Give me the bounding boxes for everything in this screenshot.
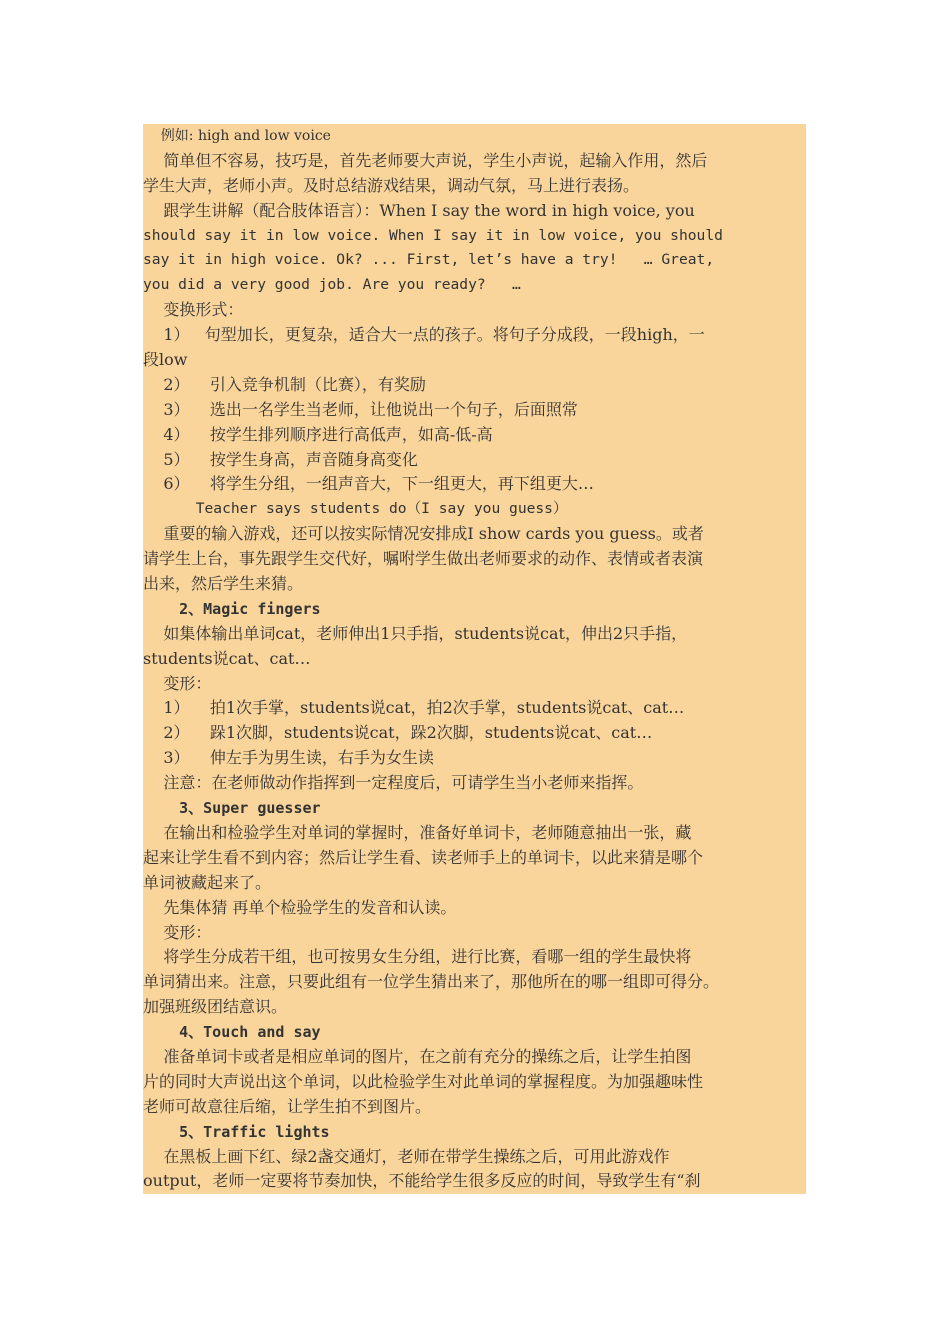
text-line: 1） 拍1次手掌，students说cat，拍2次手掌，students说cat、cat…	[143, 696, 806, 721]
text-line: Teacher says students do（I say you guess）	[143, 497, 806, 522]
text-line: should say it in low voice. When I say it in low voice, you should	[143, 224, 806, 249]
text-line: 在黑板上画下红、绿2盏交通灯，老师在带学生操练之后，可用此游戏作	[143, 1145, 806, 1170]
text-line: 先集体猜 再单个检验学生的发音和认读。	[143, 896, 806, 921]
text-line: 3） 选出一名学生当老师，让他说出一个句子，后面照常	[143, 398, 806, 423]
text-line: 2） 引入竞争机制（比赛），有奖励	[143, 373, 806, 398]
text-line: 注意：在老师做动作指挥到一定程度后，可请学生当小老师来指挥。	[143, 771, 806, 796]
text-line: students说cat、cat…	[143, 647, 806, 672]
text-line: 将学生分成若干组，也可按男女生分组，进行比赛，看哪一组的学生最快将	[143, 945, 806, 970]
text-line: say it in high voice. Ok? ... First, let’s have a try! … Great,	[143, 248, 806, 273]
text-line: 重要的输入游戏，还可以按实际情况安排成I show cards you guess。或者	[143, 522, 806, 547]
text-line: 请学生上台，事先跟学生交代好，嘱咐学生做出老师要求的动作、表情或者表演	[143, 547, 806, 572]
text-line: 变形：	[143, 672, 806, 697]
text-line: 加强班级团结意识。	[143, 995, 806, 1020]
text-line: 如集体输出单词cat，老师伸出1只手指，students说cat，伸出2只手指，	[143, 622, 806, 647]
section-heading: 4、Touch and say	[143, 1020, 806, 1045]
text-line: 1） 句型加长，更复杂，适合大一点的孩子。将句子分成段，一段high，一	[143, 323, 806, 348]
text-line: 2） 跺1次脚，students说cat，跺2次脚，students说cat、cat…	[143, 721, 806, 746]
text-line: 跟学生讲解（配合肢体语言）：When I say the word in high voice, you	[143, 199, 806, 224]
text-line: 出来，然后学生来猜。	[143, 572, 806, 597]
text-line: 学生大声，老师小声。及时总结游戏结果，调动气氛，马上进行表扬。	[143, 174, 806, 199]
text-line: 片的同时大声说出这个单词，以此检验学生对此单词的掌握程度。为加强趣味性	[143, 1070, 806, 1095]
text-line: 5） 按学生身高，声音随身高变化	[143, 448, 806, 473]
section-heading: 2、Magic fingers	[143, 597, 806, 622]
text-line: 变换形式：	[143, 298, 806, 323]
text-line: 例如: high and low voice	[143, 124, 806, 149]
text-line: you did a very good job. Are you ready? …	[143, 273, 806, 298]
text-line: 简单但不容易，技巧是，首先老师要大声说，学生小声说，起输入作用，然后	[143, 149, 806, 174]
text-line: 准备单词卡或者是相应单词的图片，在之前有充分的操练之后，让学生拍图	[143, 1045, 806, 1070]
text-line: 段low	[143, 348, 806, 373]
text-line: 起来让学生看不到内容；然后让学生看、读老师手上的单词卡，以此来猜是哪个	[143, 846, 806, 871]
section-heading: 3、Super guesser	[143, 796, 806, 821]
text-line: 3） 伸左手为男生读，右手为女生读	[143, 746, 806, 771]
text-line: 变形：	[143, 921, 806, 946]
text-line: 在输出和检验学生对单词的掌握时，准备好单词卡，老师随意抽出一张，藏	[143, 821, 806, 846]
text-line: 单词被藏起来了。	[143, 871, 806, 896]
document-body	[143, 124, 806, 1194]
text-line: output，老师一定要将节奏加快，不能给学生很多反应的时间，导致学生有“刹	[143, 1169, 806, 1194]
section-heading: 5、Traffic lights	[143, 1120, 806, 1145]
text-line: 老师可故意往后缩，让学生拍不到图片。	[143, 1095, 806, 1120]
text-line: 6） 将学生分组，一组声音大，下一组更大，再下组更大…	[143, 472, 806, 497]
text-line: 4） 按学生排列顺序进行高低声，如高-低-高	[143, 423, 806, 448]
text-line: 单词猜出来。注意，只要此组有一位学生猜出来了，那他所在的哪一组即可得分。	[143, 970, 806, 995]
